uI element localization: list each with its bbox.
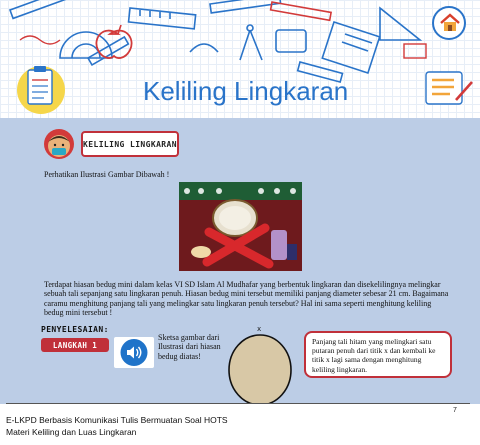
section-label: KELILING LINGKARAN [81, 131, 179, 157]
clipboard-icon [12, 58, 70, 114]
bedug-drum-illustration [179, 182, 302, 271]
problem-paragraph: Terdapat hiasan bedug mini dalam kelas VI SD Islam Al Mudhafar yang berbentuk lingkaran dan disekelilingnya melingkar sebuah tali sepanjang satu lingkaran penuh. Hiasan bedug mini tersebut memiliki panjang diameter sebesar 21 cm. Bagaimana caramu menghitung panjang tali yang melingkar satu lingkaran penuh tersebut? Hal ini sama seperti menghitung keliling bedug mini tersebut ! [44, 280, 449, 318]
footer-divider [6, 403, 470, 404]
speaker-icon [119, 338, 149, 367]
home-icon [439, 12, 461, 34]
home-button[interactable] [432, 6, 466, 40]
circle-sketch [226, 322, 298, 406]
step-1-button[interactable]: LANGKAH 1 [41, 338, 109, 352]
drum-picture [179, 182, 302, 271]
student-avatar-icon [40, 128, 78, 160]
intro-text: Perhatikan Ilustrasi Gambar Dibawah ! [44, 170, 170, 179]
page-number: 7 [453, 407, 457, 414]
menu-document-icon [424, 70, 476, 108]
footer-line-2: Materi Keliling dan Luas Lingkaran [6, 427, 137, 437]
sketch-instruction: Sketsa gambar dari Ilustrasi dari hiasan bedug diatas! [158, 333, 221, 361]
explanation-box: Panjang tali hitam yang melingkari satu putaran penuh dari titik x dan kembali ke titik x lagi sama dengan menghitung keliling lingkaran. [304, 331, 452, 378]
audio-play-button[interactable] [114, 337, 154, 368]
point-x-label: x [257, 325, 262, 333]
footer-line-1: E-LKPD Berbasis Komunikasi Tulis Bermuatan Soal HOTS [6, 415, 228, 425]
header-banner [0, 0, 480, 118]
solution-heading: PENYELESAIAN: [41, 325, 109, 334]
page-title: Keliling Lingkaran [143, 76, 349, 106]
